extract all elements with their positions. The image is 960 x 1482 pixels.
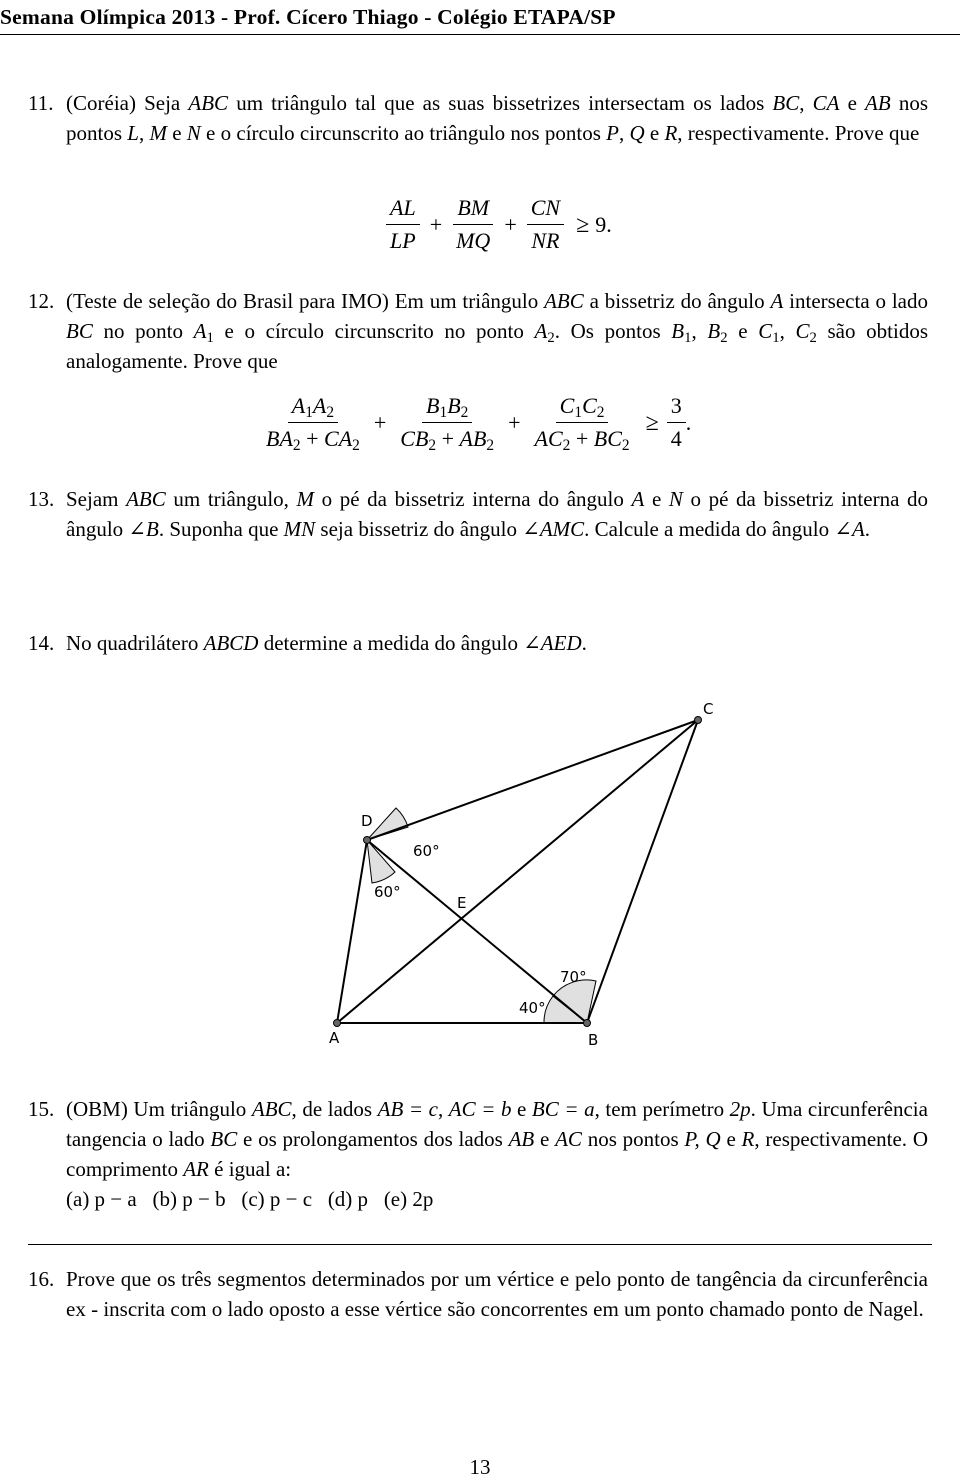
problem-12: 12. (Teste de seleção do Brasil para IMO) Em um triângulo ABC a bissetriz do ângulo A intersecta o lado BC no ponto $A_1$ e o círculo circunscrito no ponto $A_2$. Os pontos $B_1$, $B_2$ e $C_1$, $C_2$ são obtidos analogamente. Prove que: [28, 286, 928, 376]
problem-15: 15. (OBM) Um triângulo ABC, de lados AB = c, AC = b e BC = a, tem perímetro 2p. Uma circunferência tangencia o lado BC e os prolongamentos dos lados AB e AC nos pontos P, Q e R, respectivamente. O comprimento AR é igual a: (a) p − a (b) p − b (c) p − c (d) p (e) 2p: [28, 1094, 928, 1214]
label-a: A: [329, 1029, 340, 1047]
problem-number: 14.: [28, 631, 55, 655]
label-c: C: [703, 700, 714, 718]
problem-number: 12.: [28, 289, 55, 313]
fraction: $\frac{A_1A_2}{BA_2 + CA_2}$: [266, 393, 360, 454]
problem-16: 16. Prove que os três segmentos determinados por um vértice e pelo ponto de tangência da circunferência ex - inscrita com o lado oposto a esse vértice são concorrentes em um ponto chamado ponto de Nagel.: [28, 1264, 928, 1324]
problem-11: 11. (Coréia) Seja ABC um triângulo tal que as suas bissetrizes intersectam os lados BC, CA e AB nos pontos L, M e N e o círculo circunscrito ao triângulo nos pontos P, Q e R, respectivamente. Prove que: [28, 88, 928, 148]
diagonal-db: [367, 840, 587, 1023]
option-a: (a) p − a: [66, 1187, 137, 1211]
angle-label-b-right: 70°: [560, 968, 587, 986]
answer-options: [28, 1184, 928, 1214]
point-a: [334, 1020, 341, 1027]
fraction: $\frac{AL}{LP}$: [386, 195, 420, 254]
label-e: E: [457, 894, 467, 912]
angle-arc-d-upper: [367, 808, 408, 840]
angle-label-d-upper: 60°: [413, 842, 440, 860]
quadrilateral-figure: [300, 690, 740, 1060]
option-d: (d) p: [327, 1187, 369, 1211]
point-c: [695, 717, 702, 724]
fraction: $\frac{CN}{NR}$: [527, 195, 564, 254]
option-b: (b) p − b: [152, 1187, 226, 1211]
angle-arc-d-lower: [367, 840, 395, 883]
problem-14: 14. No quadrilátero ABCD determine a medida do ângulo ∠AED.: [28, 628, 928, 658]
option-c: (c) p − c: [241, 1187, 313, 1211]
point-b: [584, 1020, 591, 1027]
problem-number: 13.: [28, 487, 55, 511]
figure-svg: [300, 690, 740, 1060]
problem-13: 13. Sejam ABC um triângulo, M o pé da bissetriz interna do ângulo A e N o pé da bissetriz interna do ângulo ∠B. Suponha que MN seja bissetriz do ângulo ∠AMC. Calcule a medida do ângulo ∠A.: [28, 484, 928, 544]
formula-11: $\frac{AL}{LP}$ + $\frac{BM}{MQ}$ + $\frac{CN}{NR}$ ≥ 9.: [380, 195, 612, 254]
page-header: Semana Olímpica 2013 - Prof. Cícero Thiago - Colégio ETAPA/SP: [0, 5, 616, 29]
fraction: $\frac{B_1B_2}{CB_2 + AB_2}$: [400, 393, 495, 454]
page-number: 13: [469, 1455, 491, 1479]
label-b: B: [588, 1031, 599, 1049]
label-d: D: [361, 812, 373, 830]
side-da: [337, 840, 367, 1023]
header-rule: [0, 34, 960, 35]
angle-label-d-lower: 60°: [374, 883, 401, 901]
angle-label-b-left: 40°: [519, 999, 546, 1017]
section-rule: [28, 1244, 932, 1245]
point-d: [364, 837, 371, 844]
fraction: $\frac{3}{4}$: [667, 393, 686, 452]
problem-number: 16.: [28, 1267, 55, 1291]
formula-12: $\frac{A_1A_2}{BA_2 + CA_2}$ + $\frac{B_1B_2}{CB_2 + AB_2}$ + $\frac{C_1C_2}{AC_2 + BC_2}$ ≥ $\frac{3}{4}$ .: [256, 393, 691, 452]
problem-number: 15.: [28, 1097, 55, 1121]
fraction: $\frac{BM}{MQ}$: [452, 195, 494, 254]
option-e: (e) 2p: [383, 1187, 434, 1211]
side-cd: [367, 720, 698, 840]
fraction: $\frac{C_1C_2}{AC_2 + BC_2}$: [534, 393, 630, 454]
problem-number: 11.: [28, 91, 54, 115]
